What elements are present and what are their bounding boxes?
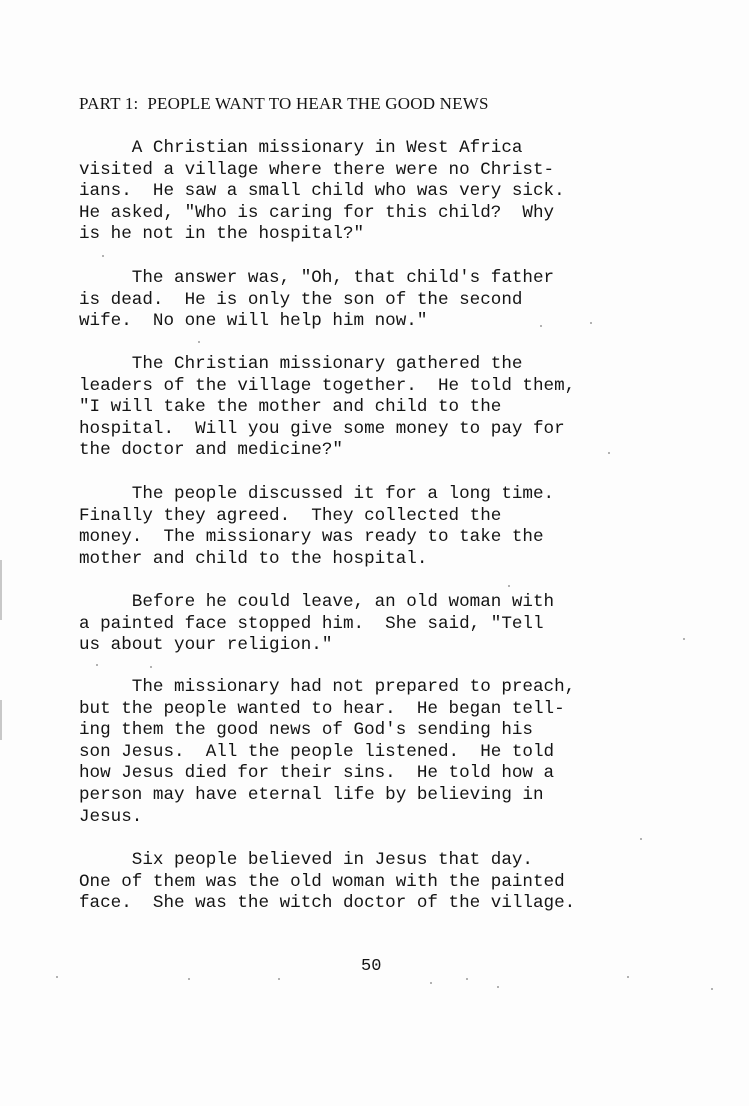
scan-edge-mark: [0, 560, 2, 620]
paragraph-6: The missionary had not prepared to preach, but the people wanted to hear. He began tell- ing them the good news of God's sending his son Jesus. All the people listened. He told how Jesus died for their sins. He told how a person may have eternal life by believing in Jesus.: [79, 677, 576, 827]
scan-edge-mark: [0, 700, 2, 740]
paragraph-5: Before he could leave, an old woman with a painted face stopped him. She said, "Tell us about your religion.": [79, 592, 555, 656]
paragraph-2: The answer was, "Oh, that child's father is dead. He is only the son of the second wife. No one will help him now.": [79, 268, 555, 332]
paragraph-1: A Christian missionary in West Africa visited a village where there were no Christ- ians. He saw a small child who was very sick. He asked, "Who is caring for this child? Why is he not in the hospital?": [79, 138, 565, 245]
paragraph-4: The people discussed it for a long time. Finally they agreed. They collected the money. The missionary was ready to take the mother and child to the hospital.: [79, 484, 555, 569]
part-heading: PART 1: PEOPLE WANT TO HEAR THE GOOD NEWS: [79, 94, 489, 113]
paragraph-3: The Christian missionary gathered the leaders of the village together. He told them, "I will take the mother and child to the hospital. Will you give some money to pay for the doctor and medicine?": [79, 354, 576, 461]
page-number: 50: [361, 957, 382, 976]
paragraph-7: Six people believed in Jesus that day. One of them was the old woman with the painted face. She was the witch doctor of the village.: [79, 850, 576, 914]
